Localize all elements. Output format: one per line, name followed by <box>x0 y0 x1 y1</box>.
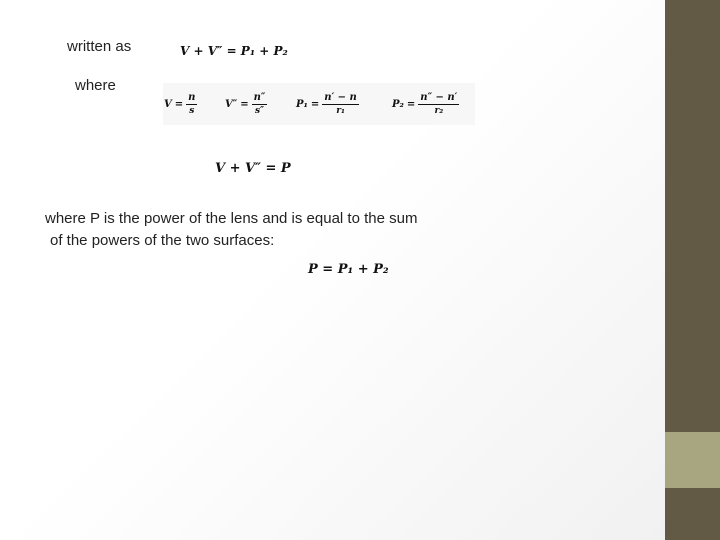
written-as-label: written as <box>67 38 132 55</box>
fraction <box>322 92 359 117</box>
sidebar-accent-middle <box>665 432 720 488</box>
definition-v <box>164 83 197 125</box>
equation-vergence-sum: V + V″ = P₁ + P₂ <box>180 44 288 58</box>
sidebar-accent-top <box>665 0 720 432</box>
definition-lhs: P₁ <box>296 98 308 110</box>
fraction-numerator: n″ − n′ <box>420 91 458 103</box>
definition-p1 <box>296 83 359 125</box>
equals-sign: = <box>174 98 184 110</box>
equation-total-power: V + V″ = P <box>215 161 291 176</box>
equals-sign: = <box>240 98 249 110</box>
where-label: where <box>75 77 116 94</box>
fraction-denominator: s <box>189 105 195 116</box>
fraction-denominator: r₁ <box>336 105 345 116</box>
definition-lhs: P₂ <box>392 98 404 110</box>
fraction <box>418 92 459 117</box>
definition-lhs: V <box>164 98 172 110</box>
equals-sign: = <box>406 98 416 110</box>
sidebar-accent-bottom <box>665 488 720 540</box>
definitions-equations <box>163 83 475 125</box>
fraction-numerator: n <box>188 91 196 103</box>
paragraph-line-2: of the powers of the two surfaces: <box>50 232 275 249</box>
definition-v-double-prime <box>225 83 267 125</box>
fraction <box>252 92 268 117</box>
definition-lhs: V″ <box>225 98 238 110</box>
equation-power-sum: P = P₁ + P₂ <box>308 262 389 277</box>
fraction-denominator: r₂ <box>434 105 444 116</box>
paragraph-line-1: where P is the power of the lens and is equal to the sum <box>45 210 418 227</box>
equals-sign: = <box>310 98 320 110</box>
fraction-numerator: n″ <box>253 91 266 103</box>
fraction <box>186 92 197 117</box>
definition-p2 <box>392 83 459 125</box>
fraction-numerator: n′ − n <box>324 91 357 103</box>
fraction-denominator: s″ <box>254 105 265 116</box>
